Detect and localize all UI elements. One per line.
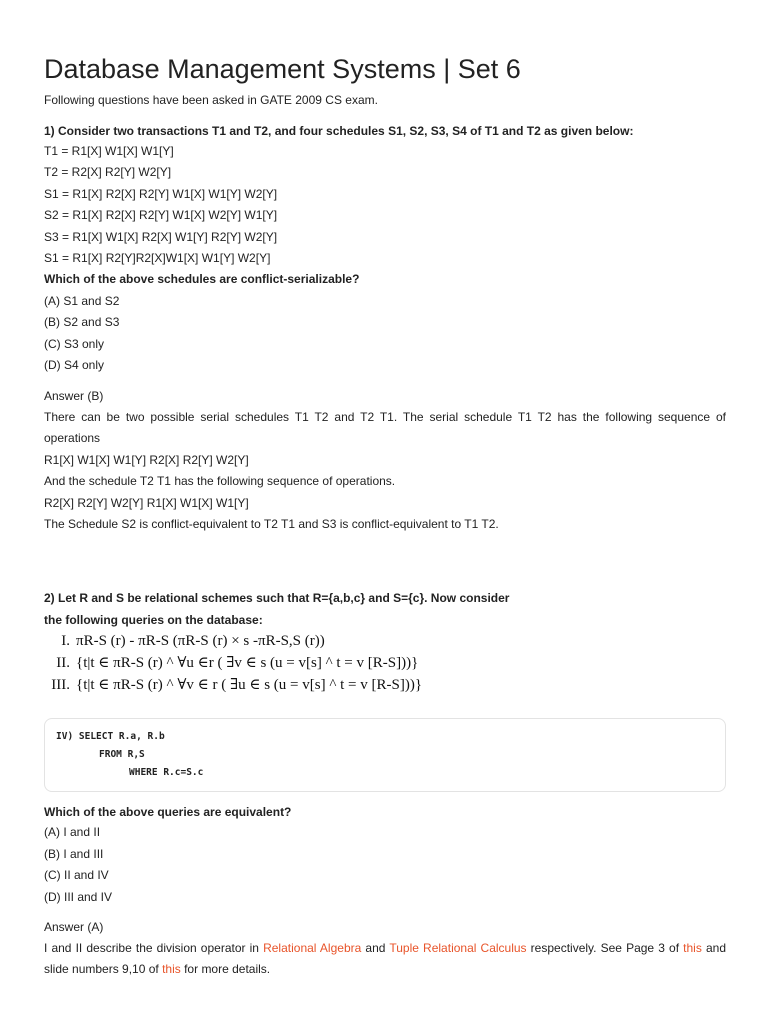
q1-line: S3 = R1[X] W1[X] R2[X] W1[Y] R2[Y] W2[Y]	[44, 230, 278, 244]
link-this-page3[interactable]: this	[683, 941, 702, 955]
q1-question: 1) Consider two transactions T1 and T2, and four schedules S1, S2, S3, S4 of T1 and T2 as given below:	[44, 124, 634, 138]
q1-answer: Answer (B)	[44, 389, 104, 403]
q2-question: the following queries on the database:	[44, 613, 263, 627]
code-line: WHERE R.c=S.c	[129, 767, 204, 778]
q1-prompt: Which of the above schedules are conflict-serializable?	[44, 272, 360, 286]
q2-option-d: (D) III and IV	[44, 890, 113, 904]
code-block	[44, 718, 726, 792]
query-expression: πR-S (r) - πR-S (πR-S (r) × s -πR-S,S (r))	[76, 633, 325, 649]
query-number: II.	[56, 655, 70, 671]
q1-explanation: And the schedule T2 T1 has the following sequence of operations.	[44, 474, 396, 488]
query-expression: {t|t ∈ πR-S (r) ^ ∀v ∈ r ( ∃u ∈ s (u = v[s] ^ t = v [R-S]))}	[76, 677, 423, 693]
explanation-text: and slide numbers 9,10 of	[44, 941, 726, 976]
link-tuple-relational-calculus[interactable]: Tuple Relational Calculus	[389, 941, 527, 955]
q1-sequence: R2[X] R2[Y] W2[Y] R1[X] W1[X] W1[Y]	[44, 496, 249, 510]
explanation-text: for more details.	[180, 962, 271, 976]
query-number: III.	[51, 677, 70, 693]
page-title: Database Management Systems | Set 6	[44, 54, 521, 84]
q1-option-b: (B) S2 and S3	[44, 315, 120, 329]
q1-option-d: (D) S4 only	[44, 358, 105, 372]
code-line: FROM R,S	[99, 749, 145, 760]
q2-option-c: (C) II and IV	[44, 868, 109, 882]
link-this-slides[interactable]: this	[162, 962, 181, 976]
q2-explanation	[44, 938, 726, 980]
q1-explanation: The Schedule S2 is conflict-equivalent to T2 T1 and S3 is conflict-equivalent to T1 T2.	[44, 517, 499, 531]
query-expression: {t|t ∈ πR-S (r) ^ ∀u ∈r ( ∃v ∈ s (u = v[s] ^ t = v [R-S]))}	[76, 655, 419, 671]
q1-line: S1 = R1[X] R2[X] R2[Y] W1[X] W1[Y] W2[Y]	[44, 187, 278, 201]
query-iii	[44, 675, 423, 696]
q1-line: T1 = R1[X] W1[X] W1[Y]	[44, 144, 174, 158]
q2-prompt: Which of the above queries are equivalent?	[44, 805, 292, 819]
query-ii	[44, 653, 419, 674]
explanation-text: I and II describe the division operator in	[44, 941, 264, 955]
q1-explanation: There can be two possible serial schedules T1 T2 and T2 T1. The serial schedule T1 T2 has the following sequence of operations	[44, 410, 726, 445]
explanation-text: and	[361, 941, 390, 955]
q2-question: 2) Let R and S be relational schemes such that R={a,b,c} and S={c}. Now consider	[44, 591, 510, 605]
q1-sequence: R1[X] W1[X] W1[Y] R2[X] R2[Y] W2[Y]	[44, 453, 249, 467]
q2-answer: Answer (A)	[44, 920, 104, 934]
q1-option-a: (A) S1 and S2	[44, 294, 120, 308]
q2-option-a: (A) I and II	[44, 825, 101, 839]
q2-option-b: (B) I and III	[44, 847, 104, 861]
code-line: IV) SELECT R.a, R.b	[56, 731, 165, 742]
query-i	[44, 631, 384, 652]
intro-text: Following questions have been asked in GATE 2009 CS exam.	[44, 93, 378, 107]
q1-line: S2 = R1[X] R2[X] R2[Y] W1[X] W2[Y] W1[Y]	[44, 208, 278, 222]
q1-line: S1 = R1[X] R2[Y]R2[X]W1[X] W1[Y] W2[Y]	[44, 251, 271, 265]
query-number: I.	[61, 633, 70, 649]
q1-option-c: (C) S3 only	[44, 337, 105, 351]
explanation-text: respectively. See Page 3 of	[526, 941, 684, 955]
link-relational-algebra[interactable]: Relational Algebra	[263, 941, 362, 955]
q1-line: T2 = R2[X] R2[Y] W2[Y]	[44, 165, 172, 179]
